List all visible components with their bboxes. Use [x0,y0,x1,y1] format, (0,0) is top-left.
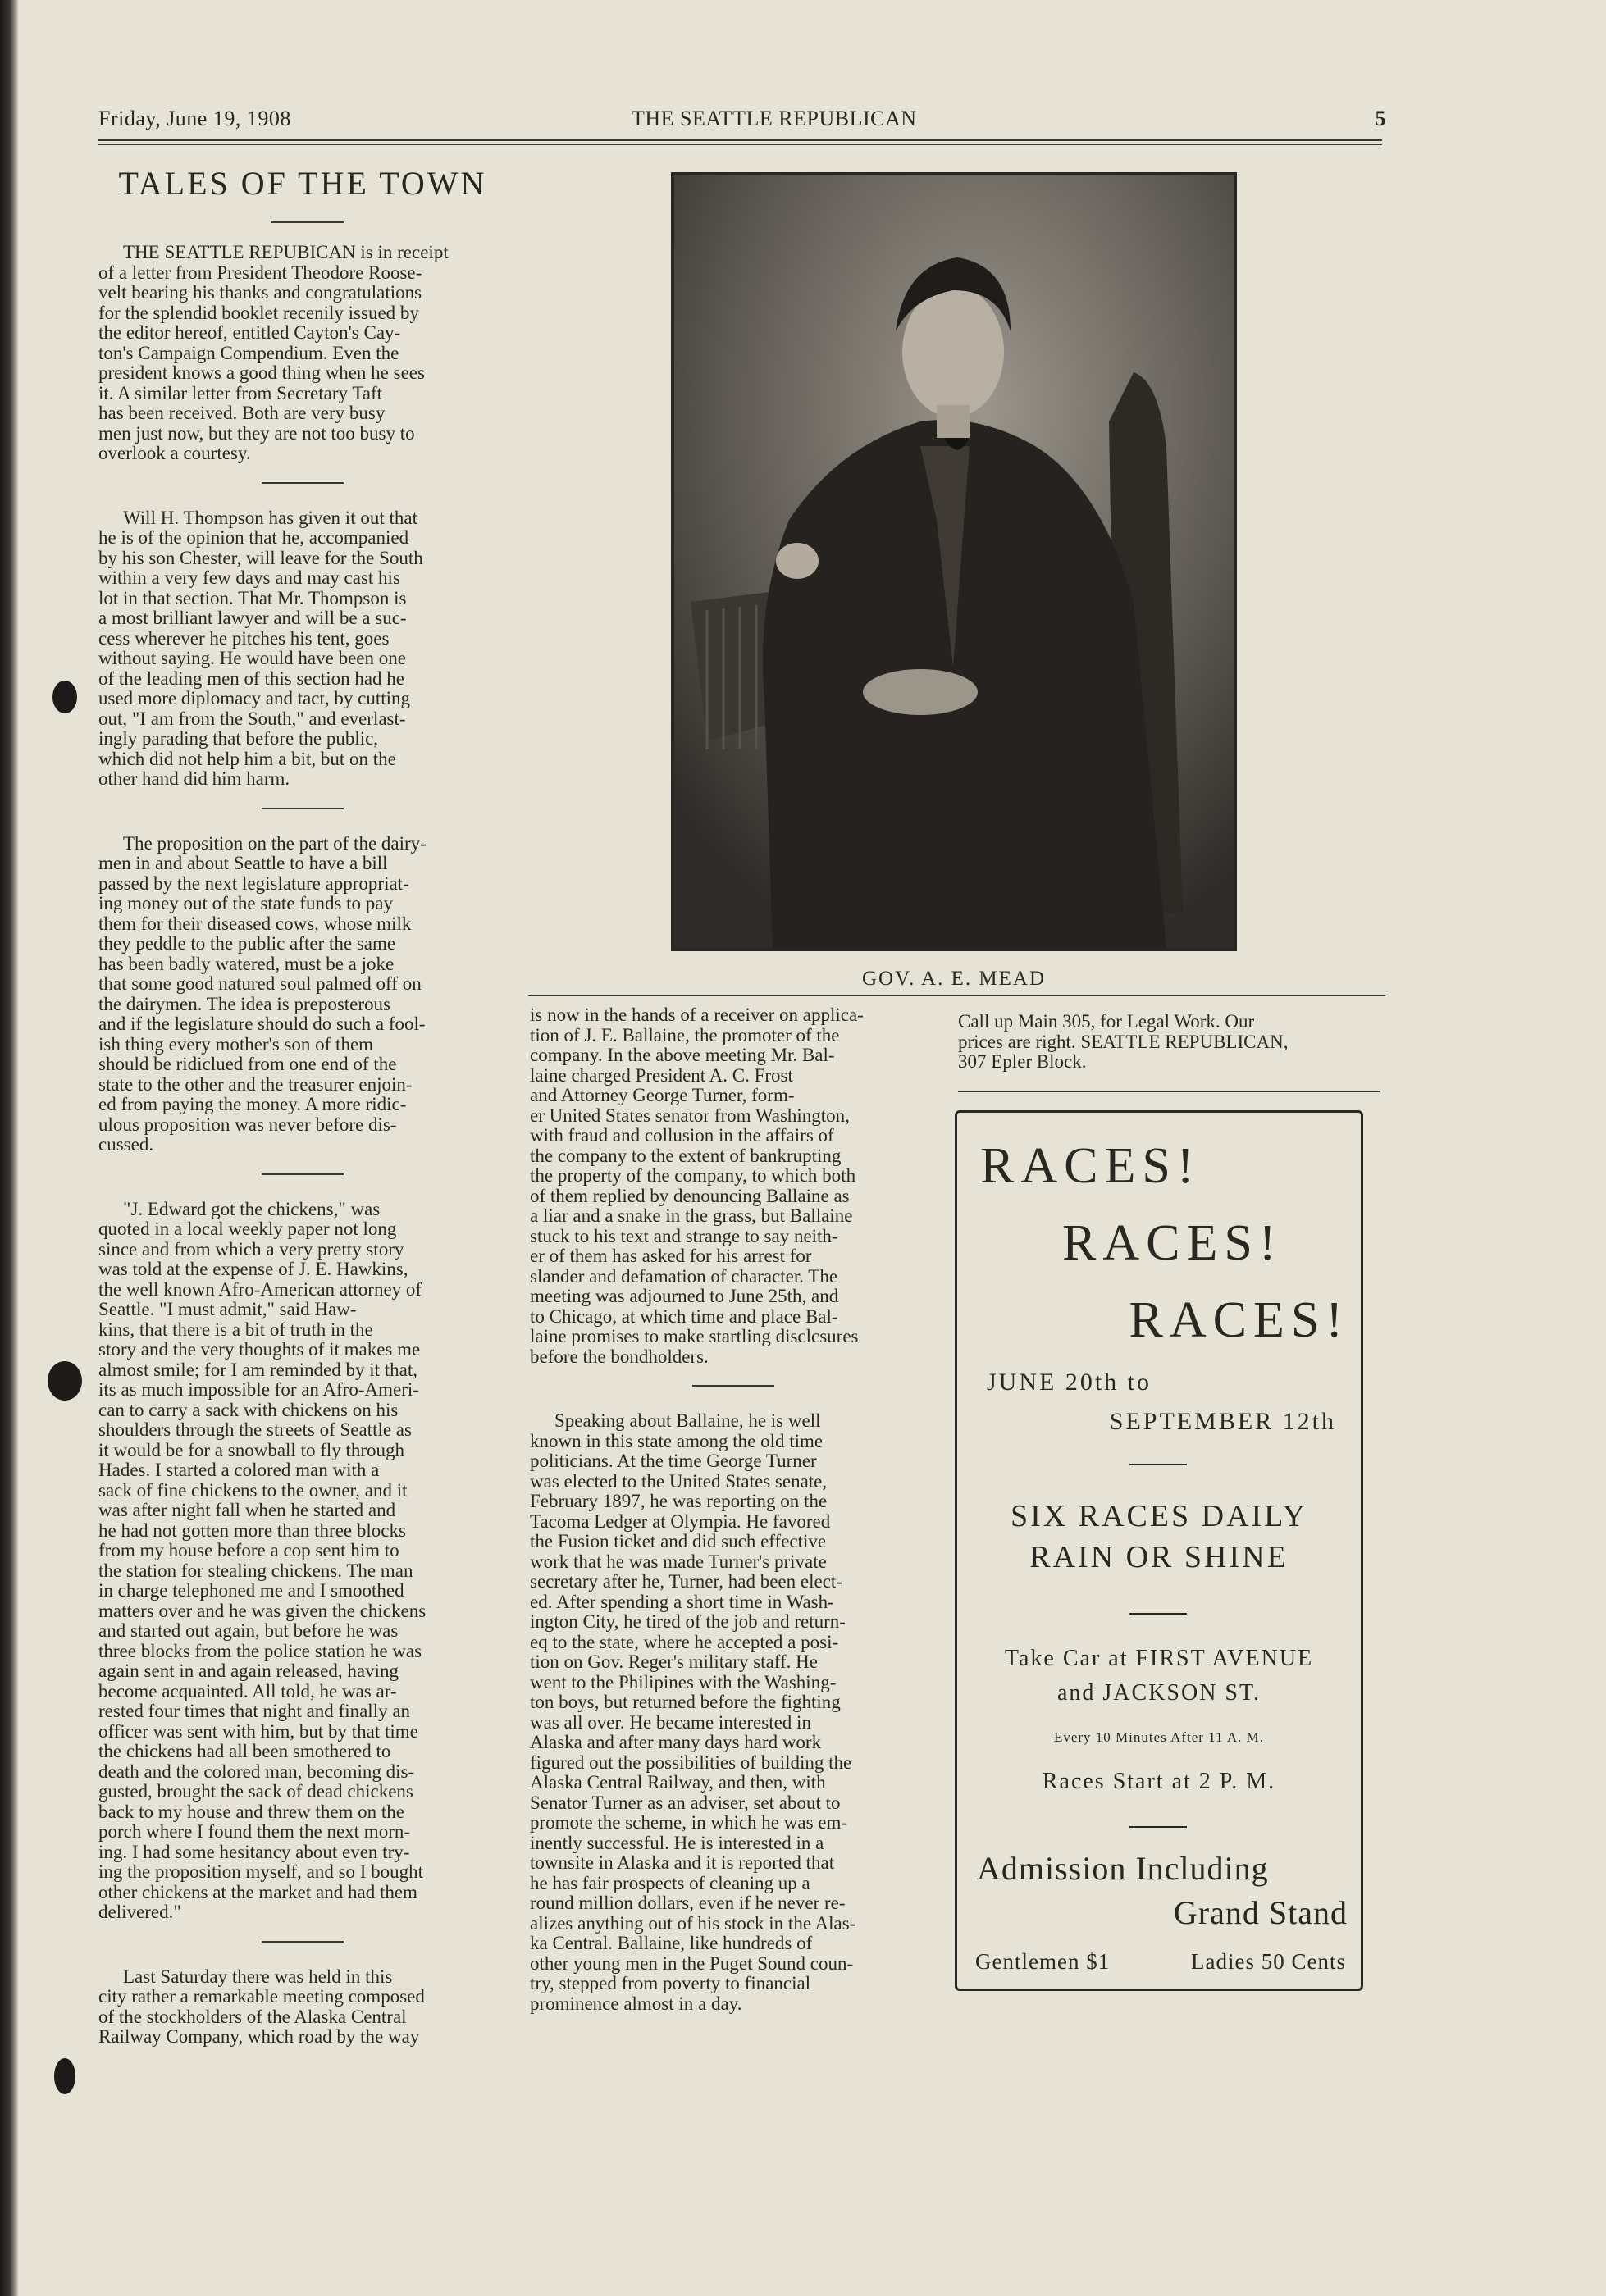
article-paragraph: is now in the hands of a receiver on applica- tion of J. E. Ballaine, the promoter of the company. In the above meeting Mr. Bal- laine charged President A. C. Frost and Attorney George Turner, form- er United States senator from Washington, with fraud and collusion in the affairs of the company to the extent of bankrupting the property of the company, to which both of them replied by denouncing Ballaine as a liar and a snake in the grass, but Ballaine stuck to his text and strange to say neith- er of them has asked for his arrest for slander and defamation of character. The meeting was adjourned to June 25th, and to Chicago, at which time and place Bal- laine promises to make startling disclcsures before the bondholders. [530,1004,864,1367]
article-paragraph: Speaking about Ballaine, he is well known in this state among the old time politicians. At the time George Turner was elected to the United States senate, February 1897, he was reporting on the Tacoma Ledger at Olympia. He favored the Fusion ticket and did such effective work that he was made Turner's private secretary after he, Turner, had been elect- ed. After spending a short time in Wash- ington City, he tired of the job and return- eq to the state, where he accepted a posi- tion on Gov. Reger's military staff. He went to the Philipines with the Washing- ton boys, but returned before the fighting was all over. He became interested in Alaska and after many days hard work figured out the possibilities of building the Alaska Central Railway, and then, with Senator Turner as an adviser, set about to promote the scheme, in which he was em- inently successful. He is interested in a townsite in Alaska and it is reported that he has fair prospects of cleaning up a round million dollars, even if he never re- alizes anything out of his stock in the Alas- ka Central. Ballaine, like hundreds of other young men in the Puget Sound coun- try, stepped from poverty to financial prominence almost in a day. [530,1410,856,2014]
ink-blot [48,1361,82,1401]
portrait-photo [671,172,1237,951]
article-paragraph: THE SEATTLE REPUBICAN is in receipt of a letter from President Theodore Roose- velt bearing his thanks and congratulations for the splendid booklet recenily issued by the editor hereof, entitled Cayton's Cay- ton's Campaign Compendium. Even the president knows a good thing when he sees it. A similar letter from Secretary Taft has been received. Both are very busy men just now, but they are not too busy to overlook a courtesy. [98,242,449,463]
article-paragraph: "J. Edward got the chickens," was quoted in a local weekly paper not long since and from which a very pretty story was told at the expense of J. E. Hawkins, the well known Afro-American attorney of Seattle. "I must admit," said Haw- kins, that there is a bit of truth in the story and the very thoughts of it makes me almost smile; for I am reminded by it that, its as much impossible for an Afro-Ameri- can to carry a sack with chickens on his shoulders through the streets of Seattle as it would be for a snowball to fly through Hades. I started a colored man with a sack of fine chickens to the owner, and it was after night fall when he started and he had not gotten more than three blocks from my house before a cop sent him to the station for stealing chickens. The man in charge telephoned me and I smoothed matters over and he was given the chickens and started out again, but before he was three blocks from the police station he was again sent in and again released, having become acquainted. All told, he was ar- rested four times that night and finally an officer was sent with him, but by that time the chickens had all been smothered to death and the colored man, becoming dis- gusted, brought the sack of dead chickens back to my house and threw them on the porch where I found them the next morn- ing. I had some hesitancy about even try- ing the proposition myself, and so I bought other chickens at the market and had them delivered." [98,1198,427,1922]
article-column-middle [530,1005,937,2014]
photo-caption: GOV. A. E. MEAD [862,968,1046,990]
races-advertisement [955,1110,1363,1991]
caption-rule [528,995,1385,996]
ad-take-car: Take Car at FIRST AVENUE [1004,1646,1314,1671]
title-divider [271,221,344,223]
page-number: 5 [1375,107,1386,130]
notice-text: Call up Main 305, for Legal Work. Our prices are right. [958,1011,1255,1052]
ad-season-end: SEPTEMBER 12th [1109,1408,1336,1435]
ad-season-start: JUNE 20th to [987,1369,1152,1396]
masthead-name: THE SEATTLE REPUBLICAN [632,107,917,130]
scan-edge [0,0,18,2296]
ad-headline: RACES! [1062,1215,1283,1271]
ad-gentlemen-price: Gentlemen $1 [975,1949,1111,1974]
ad-headline: RACES! [980,1138,1201,1194]
ad-divider [1129,1613,1187,1615]
page-header [98,98,1386,134]
ink-blot [52,681,77,713]
ad-street: and JACKSON ST. [1056,1680,1262,1706]
header-rule [98,139,1382,141]
portrait-image [674,175,1234,948]
ad-rain-or-shine: RAIN OR SHINE [1029,1540,1289,1574]
paragraph-divider [262,1941,344,1943]
article-paragraph: Will H. Thompson has given it out that he is of the opinion that he, accompanied by his son Chester, will leave for the South within a very few days and may cast his lot in that section. That Mr. Thompson is a most brilliant lawyer and will be a suc- cess wherever he pitches his tent, goes without saying. He would have been one of the leading men of this section had he used more diplomacy and tact, by cutting out, "I am from the South," and everlast- ingly parading that before the public, which did not help him a bit, but on the other hand did him harm. [98,507,423,789]
header-rule-thin [98,144,1382,145]
ad-grand-stand: Grand Stand [1173,1894,1348,1931]
ad-divider [1129,1826,1187,1828]
ink-blot [54,2058,75,2094]
paragraph-divider [692,1385,774,1387]
ad-start-time: Races Start at 2 P. M. [1042,1769,1276,1794]
article-column-left [98,243,507,2048]
article-paragraph: The proposition on the part of the dairy- men in and about Seattle to have a bill passed by the next legislature appropriat- ing money out of the state funds to pay them for their diseased cows, whose milk they peddle to the public after the same has been badly watered, must be a joke that some good natured soul palmed off on the dairymen. The idea is preposterous and if the legislature should do such a fool- ish thing every mother's son of them should be ridiclued from one end of the state to the other and the treasurer enjoin- ed from paying the money. A more ridic- ulous proposition was never before dis- cussed. [98,832,427,1155]
legal-work-notice [958,1012,1368,1073]
ad-divider [1129,1464,1187,1465]
notice-address: 307 Epler Block. [958,1051,1087,1072]
ad-ladies-price: Ladies 50 Cents [1191,1949,1346,1974]
article-title: TALES OF THE TOWN [118,165,487,202]
issue-date: Friday, June 19, 1908 [98,107,291,130]
paragraph-divider [262,482,344,484]
article-paragraph: Last Saturday there was held in this city rather a remarkable meeting composed of the stockholders of the Alaska Central Railway Company, which road by the way [98,1966,425,2047]
ad-six-races: SIX RACES DAILY [1010,1499,1308,1533]
paragraph-divider [262,1173,344,1175]
notice-paper-name: SEATTLE REPUBLICAN, [1080,1031,1289,1052]
ad-frequency: Every 10 Minutes After 11 A. M. [1053,1729,1265,1745]
ad-admission: Admission Including [977,1850,1269,1887]
paragraph-divider [262,808,344,809]
notice-rule [958,1091,1380,1092]
ad-headline: RACES! [1129,1292,1349,1348]
